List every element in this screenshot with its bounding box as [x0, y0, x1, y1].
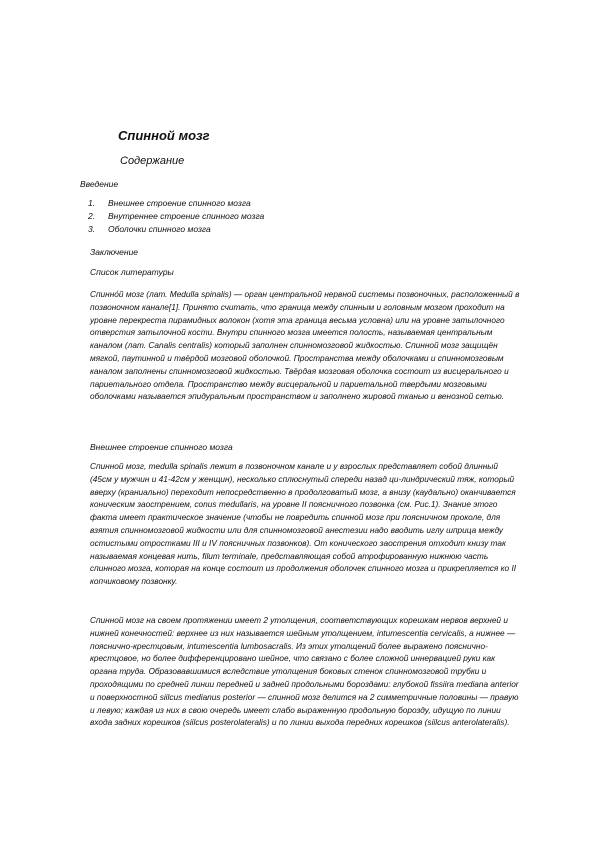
document-title: Спинной мозг [118, 128, 210, 143]
toc-item-number: 1. [88, 198, 96, 208]
section-heading: Внешнее строение спинного мозга [90, 442, 233, 452]
toc-item-label: Внешнее строение спинного мозга [108, 198, 251, 208]
toc-item [88, 223, 264, 236]
body-paragraph: Спинной мозг, medulla spinalis лежит в позвоночном канале и у взрослых представляет собой длинный (45см у мужчин и 41-42см у женщин), несколько сплюснутый спереди назад ци-линдрический тяж, который вверху (краниально) переходит непосредственно в продолговатый мозг, а внизу (каудально) оканчивается коническим заострением, conus medullaris, на уровне II поясничного позвонка (см. Рис.1). Знание этого факта имеет практическое значение (чтобы не повредить спинной мозг при поясничном проколе, для взятия спинномозговой жидкости или для спинномозговой анестезии надо вводить иглу шприца между остистыми отростками III и IV поясничных позвонков). От конического заострения отходит книзу так называемая концевая нить, filum terminale, представляющая собой атрофированную нижнюю часть спинного мозга, которая на конце состоит из продолжения оболочек спинного мозга и прикрепляется ко II копчиковому позвонку. [90, 461, 517, 587]
toc-item-number: 3. [88, 224, 96, 234]
contents-heading: Содержание [120, 155, 185, 167]
toc-item [88, 210, 264, 223]
intro-paragraph: Спинно́й мозг (лат. Medulla spinalis) — орган центральной нервной системы позвоночных, расположенный в позвоночном канале[1]. Принято считать, что граница между спинным и головным мозгом проходит на уровне перекреста пирамидных волокон (хотя эта граница весьма условна) или на уровне затылочного отверстия затылочной кости. Внутри спинного мозга имеется полость, называемая центральным каналом (лат. Canalis centralis) который заполнен спинномозговой жидкостью. Спинной мозг защищён мягкой, паутинной и твёрдой мозговой оболочкой. Пространства между оболочками и спинномозговым каналом заполнены спинномозговой жидкостью. Твёрдая мозговая оболочка состоит из висцерального и париетального отдела. Пространство между висцеральной и париетальной твердыми мозговыми оболочками называется эпидуральным пространством и заполнено жировой тканью и венозной сетью. [90, 289, 520, 402]
references-label: Список литературы [90, 267, 174, 277]
toc-item-label: Внутреннее строение спинного мозга [108, 211, 265, 221]
toc-item-label: Оболочки спинного мозга [108, 224, 211, 234]
toc-item [88, 197, 264, 210]
conclusion-label: Заключение [90, 247, 139, 257]
table-of-contents [88, 197, 264, 236]
intro-label: Введение [80, 179, 119, 189]
toc-item-number: 2. [88, 211, 96, 221]
body-paragraph: Спинной мозг на своем протяжении имеет 2 утолщения, соответствующих корешкам нервов верхней и нижней конечностей: верхнее из них называется шейным утолщением, intumescentia cervicalis, а нижнее — пояснично-крестцовым, intumescentia lumbosacralis. Из этих утолщений более выражено пояснично-крестцовое, но более дифференцировано шейное, что связано с более сложной иннервацией руки как органа труда. Образовавшимися вследствие утолщения боковых стенок спинномозговой трубки и проходящими по средней линии передней и задней продольными бороздами: глубокой fissiira mediana anterior и поверхностной siilcus medianus posterior — спинной мозг делится на 2 симметричные половины — правую и левую; каждая из них в свою очередь имеет слабо выраженную продольную борозду, идущую по линии входа задних корешков (siilcus posterolateralis) и по линии выхода передних корешков (siilcus anterolateralis). [90, 615, 519, 728]
